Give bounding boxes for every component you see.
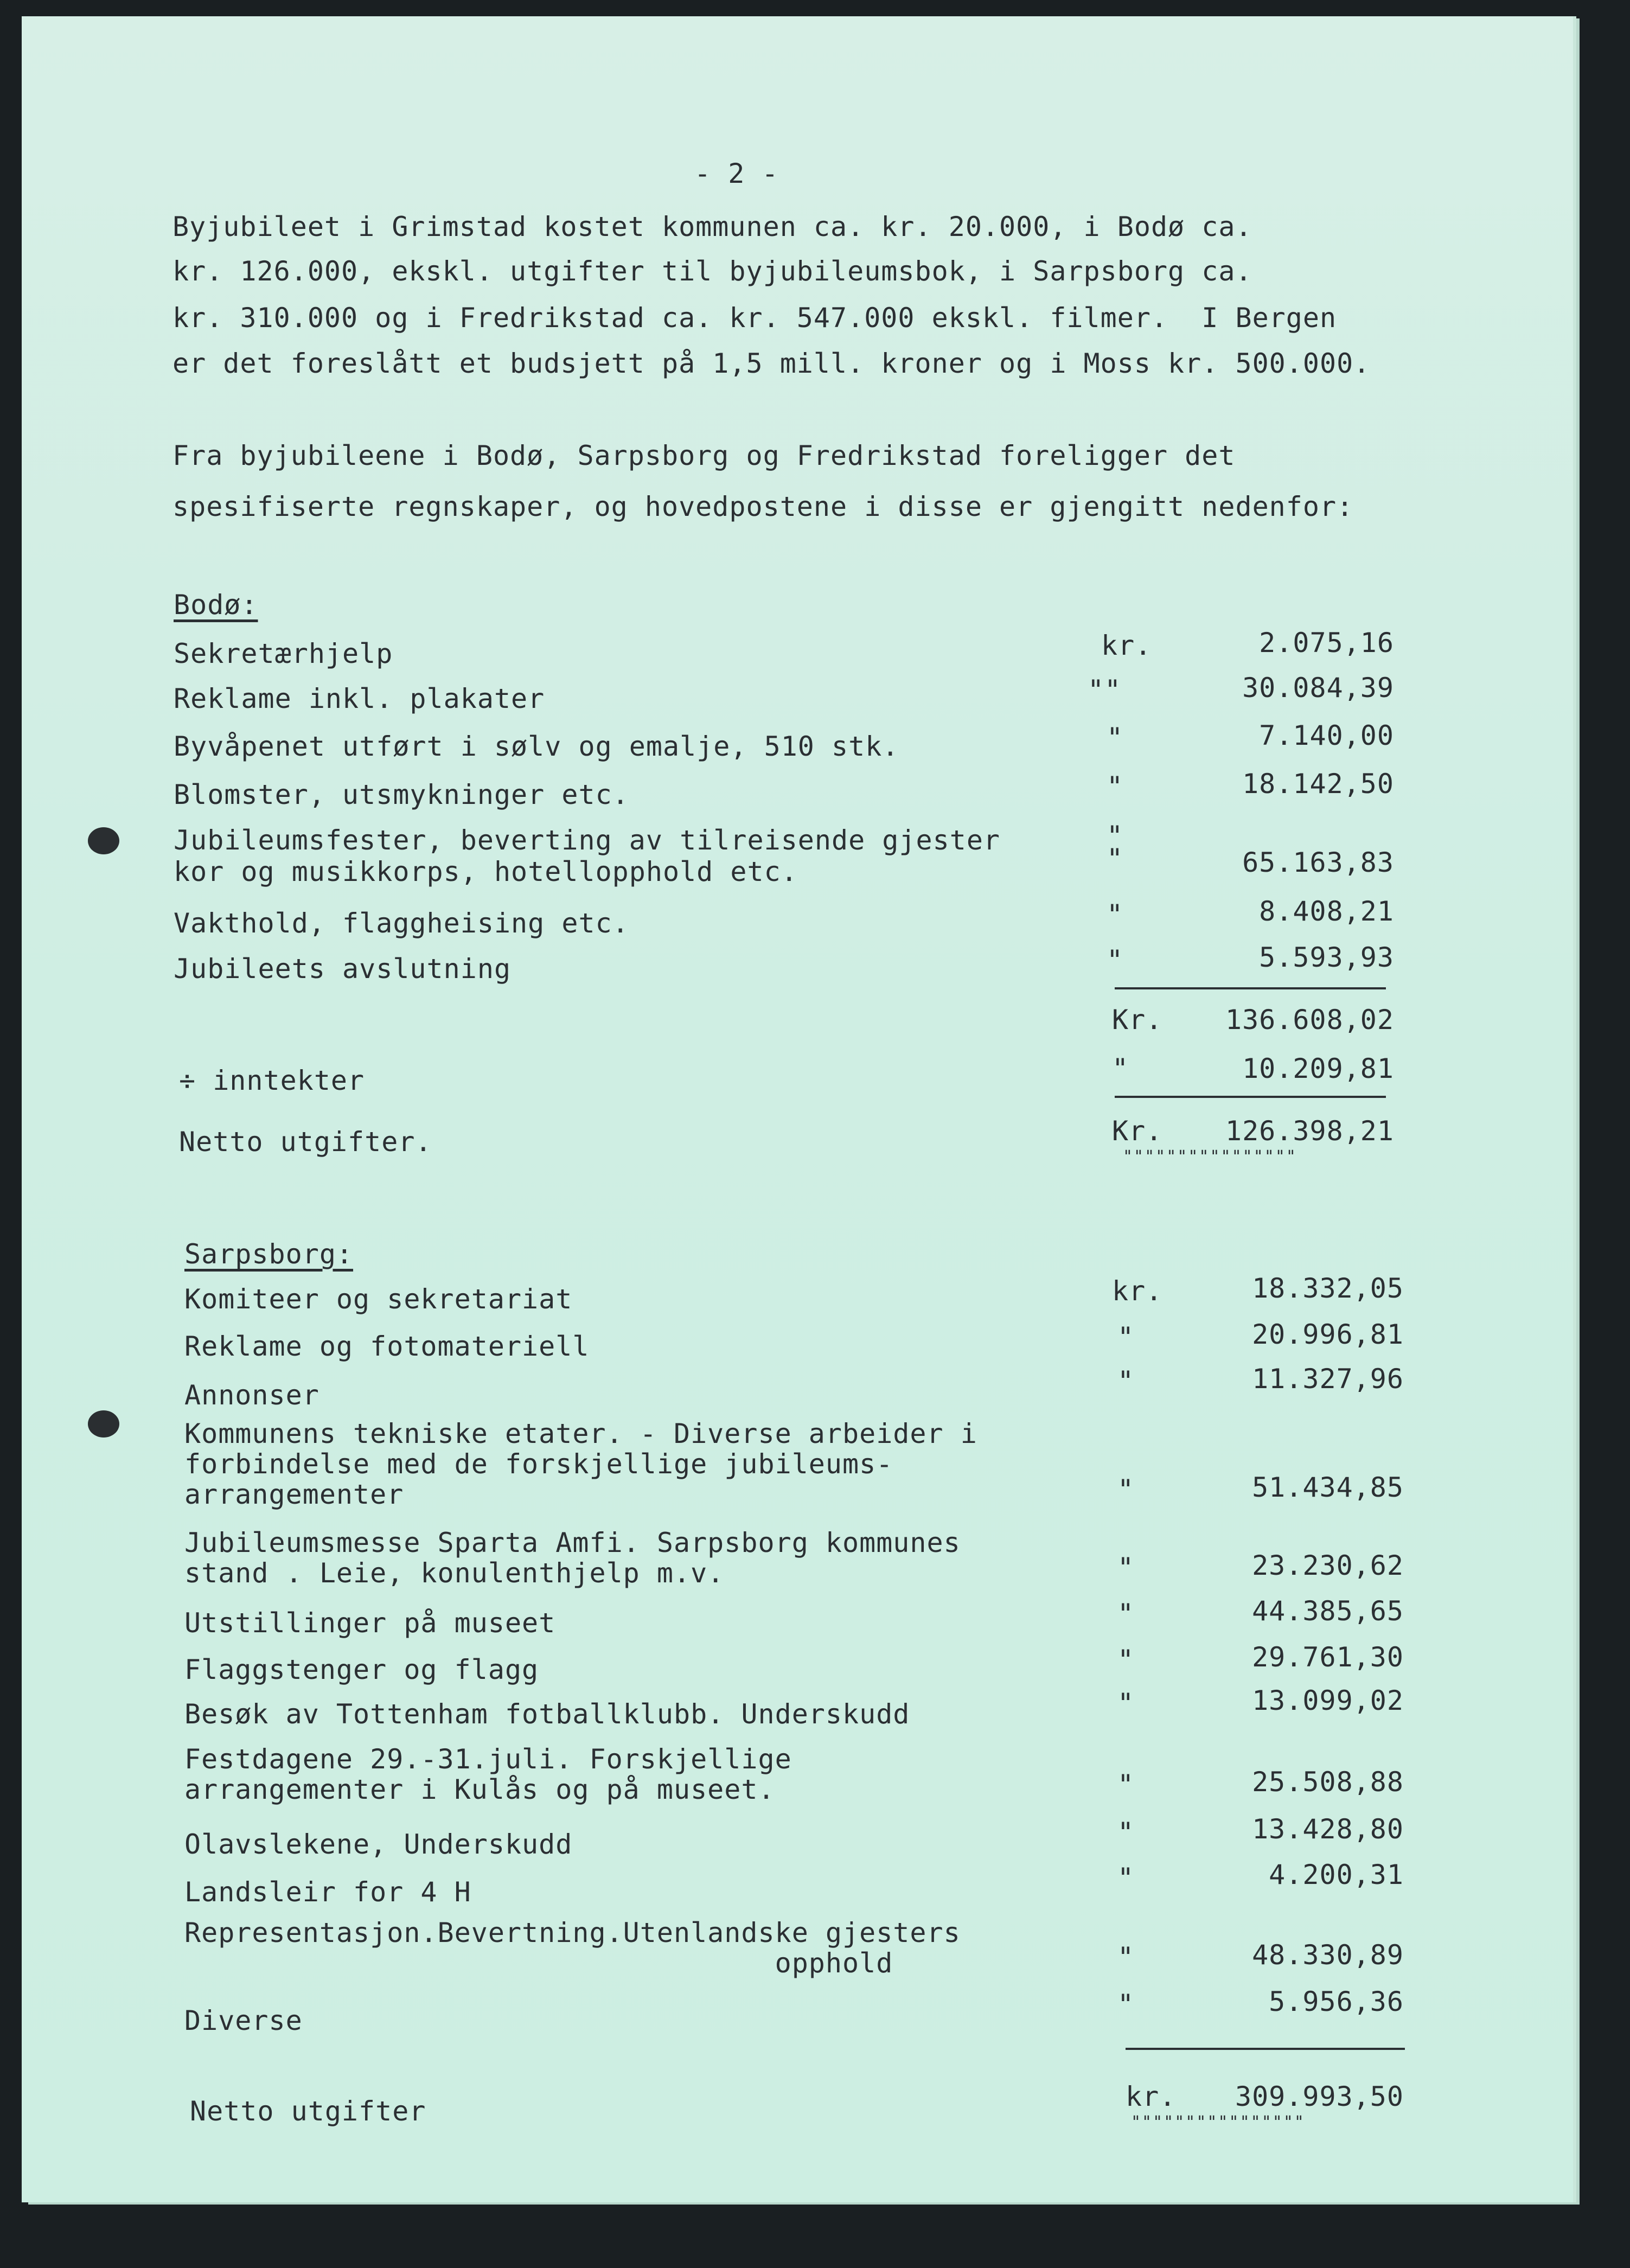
sarpsborg-row-amount: 13.428,80 — [1252, 1813, 1404, 1845]
sarpsborg-row-label: Besøk av Tottenham fotballklubb. Underskudd — [184, 1698, 910, 1730]
bodo-row-prefix: " — [1107, 771, 1124, 802]
sarpsborg-row-amount: 5.956,36 — [1269, 1986, 1404, 2017]
bodo-row-amount: 65.163,83 — [1242, 847, 1394, 878]
bodo-row-label: Blomster, utsmykninger etc. — [174, 779, 629, 810]
bodo-net-prefix: Kr. — [1112, 1115, 1163, 1147]
double-underline: """""""""""""""" — [1131, 2113, 1305, 2132]
sarpsborg-row-amount: 13.099,02 — [1252, 1685, 1404, 1716]
sarpsborg-row-prefix: " — [1117, 1941, 1135, 1973]
bodo-sum: 136.608,02 — [1225, 1004, 1394, 1036]
bodo-row-amount: 30.084,39 — [1242, 672, 1394, 704]
bodo-row-prefix: " — [1107, 722, 1124, 753]
sarpsborg-row-prefix: " — [1117, 1474, 1135, 1505]
sarpsborg-row-prefix: " — [1117, 1817, 1135, 1848]
sarpsborg-row-prefix: " — [1117, 1989, 1135, 2020]
sarpsborg-row-label: Representasjon.Bevertning.Utenlandske gjesters opphold — [184, 1917, 961, 1979]
bodo-row-prefix: kr. — [1101, 630, 1152, 661]
bodo-heading: Bodø: — [174, 589, 258, 621]
sarpsborg-row-amount: 23.230,62 — [1252, 1550, 1404, 1581]
sarpsborg-row-prefix: " — [1117, 1862, 1135, 1894]
bodo-row-label: Vakthold, flaggheising etc. — [174, 908, 629, 939]
bodo-row-prefix: " — [1107, 899, 1124, 930]
sarpsborg-row-label: Jubileumsmesse Sparta Amfi. Sarpsborg kommunes stand . Leie, konulenthjelp m.v. — [184, 1527, 961, 1589]
double-underline: """""""""""""""" — [1123, 1147, 1297, 1166]
sarpsborg-row-amount: 44.385,65 — [1252, 1595, 1404, 1627]
bodo-row-prefix: " " — [1107, 820, 1124, 874]
sarpsborg-row-label: Olavslekene, Underskudd — [184, 1829, 573, 1860]
sarpsborg-row-amount: 25.508,88 — [1252, 1766, 1404, 1798]
sarpsborg-row-label: Kommunens tekniske etater. - Diverse arbeider i forbindelse med de forskjellige jubileums- arrangementer — [184, 1418, 977, 1510]
sarpsborg-heading: Sarpsborg: — [184, 1238, 354, 1270]
bodo-row-label: Byvåpenet utført i sølv og emalje, 510 stk. — [174, 731, 899, 762]
sarpsborg-row-prefix: " — [1117, 1644, 1135, 1676]
punch-hole — [88, 827, 119, 854]
intro-line: Byjubileet i Grimstad kostet kommunen ca. kr. 20.000, i Bodø ca. — [172, 211, 1252, 242]
paragraph-line: spesifiserte regnskaper, og hovedpostene i disse er gjengitt nedenfor: — [172, 491, 1354, 522]
bodo-sum-prefix: Kr. — [1112, 1004, 1163, 1036]
bodo-row-label: Jubileets avslutning — [174, 953, 512, 985]
sarpsborg-row-amount: 4.200,31 — [1269, 1859, 1404, 1890]
sum-rule — [1115, 987, 1386, 989]
bodo-row-prefix: "" — [1088, 674, 1122, 706]
sum-rule — [1126, 2048, 1405, 2050]
bodo-income-label: ÷ inntekter — [179, 1065, 365, 1096]
bodo-row-label: Sekretærhjelp — [174, 638, 393, 669]
sarpsborg-row-label: Flaggstenger og flagg — [184, 1654, 539, 1685]
page-number: - 2 - — [694, 158, 779, 189]
bodo-row-amount: 5.593,93 — [1259, 942, 1394, 973]
sarpsborg-row-prefix: " — [1117, 1598, 1135, 1630]
intro-line: kr. 310.000 og i Fredrikstad ca. kr. 547.000 ekskl. filmer. I Bergen — [172, 302, 1337, 334]
bodo-row-amount: 8.408,21 — [1259, 896, 1394, 927]
sarpsborg-row-prefix: " — [1117, 1769, 1135, 1800]
sarpsborg-row-amount: 18.332,05 — [1252, 1273, 1404, 1304]
sarpsborg-row-amount: 11.327,96 — [1252, 1363, 1404, 1395]
sarpsborg-row-prefix: " — [1117, 1321, 1135, 1353]
sarpsborg-row-amount: 51.434,85 — [1252, 1472, 1404, 1503]
bodo-income-prefix: " — [1112, 1053, 1129, 1084]
sarpsborg-row-label: Reklame og fotomateriell — [184, 1331, 590, 1362]
sarpsborg-row-label: Festdagene 29.-31.juli. Forskjellige arrangementer i Kulås og på museet. — [184, 1743, 792, 1805]
sarpsborg-row-amount: 48.330,89 — [1252, 1939, 1404, 1971]
intro-line: kr. 126.000, ekskl. utgifter til byjubileumsbok, i Sarpsborg ca. — [172, 255, 1252, 287]
bodo-row-label: Jubileumsfester, beverting av tilreisende gjester kor og musikkorps, hotellopphold etc. — [174, 825, 1001, 887]
sarpsborg-row-label: Komiteer og sekretariat — [184, 1283, 573, 1315]
bodo-net-label: Netto utgifter. — [179, 1126, 432, 1158]
sarpsborg-row-label: Diverse — [184, 2005, 303, 2036]
sarpsborg-row-prefix: " — [1117, 1552, 1135, 1583]
document-page — [22, 16, 1573, 2202]
sarpsborg-row-amount: 20.996,81 — [1252, 1319, 1404, 1350]
bodo-row-label: Reklame inkl. plakater — [174, 683, 545, 714]
sarpsborg-net-label: Netto utgifter — [190, 2095, 426, 2127]
sarpsborg-row-label: Landsleir for 4 H — [184, 1876, 471, 1908]
sarpsborg-row-label: Utstillinger på museet — [184, 1607, 556, 1639]
sum-rule — [1115, 1096, 1386, 1098]
sarpsborg-net-prefix: kr. — [1126, 2081, 1177, 2112]
intro-line: er det foreslått et budsjett på 1,5 mill. kroner og i Moss kr. 500.000. — [172, 348, 1371, 379]
sarpsborg-row-prefix: " — [1117, 1365, 1135, 1397]
bodo-row-amount: 2.075,16 — [1259, 627, 1394, 659]
bodo-row-amount: 18.142,50 — [1242, 768, 1394, 800]
sarpsborg-row-prefix: " — [1117, 1688, 1135, 1719]
bodo-row-amount: 7.140,00 — [1259, 720, 1394, 751]
bodo-row-prefix: " — [1107, 944, 1124, 976]
sarpsborg-row-amount: 29.761,30 — [1252, 1641, 1404, 1673]
bodo-income: 10.209,81 — [1242, 1053, 1394, 1084]
sarpsborg-row-prefix: kr. — [1112, 1275, 1163, 1307]
sarpsborg-row-label: Annonser — [184, 1379, 319, 1411]
sarpsborg-net: 309.993,50 — [1235, 2081, 1404, 2112]
punch-hole — [88, 1410, 119, 1438]
paragraph-line: Fra byjubileene i Bodø, Sarpsborg og Fredrikstad foreligger det — [172, 440, 1236, 471]
bodo-net: 126.398,21 — [1225, 1115, 1394, 1147]
